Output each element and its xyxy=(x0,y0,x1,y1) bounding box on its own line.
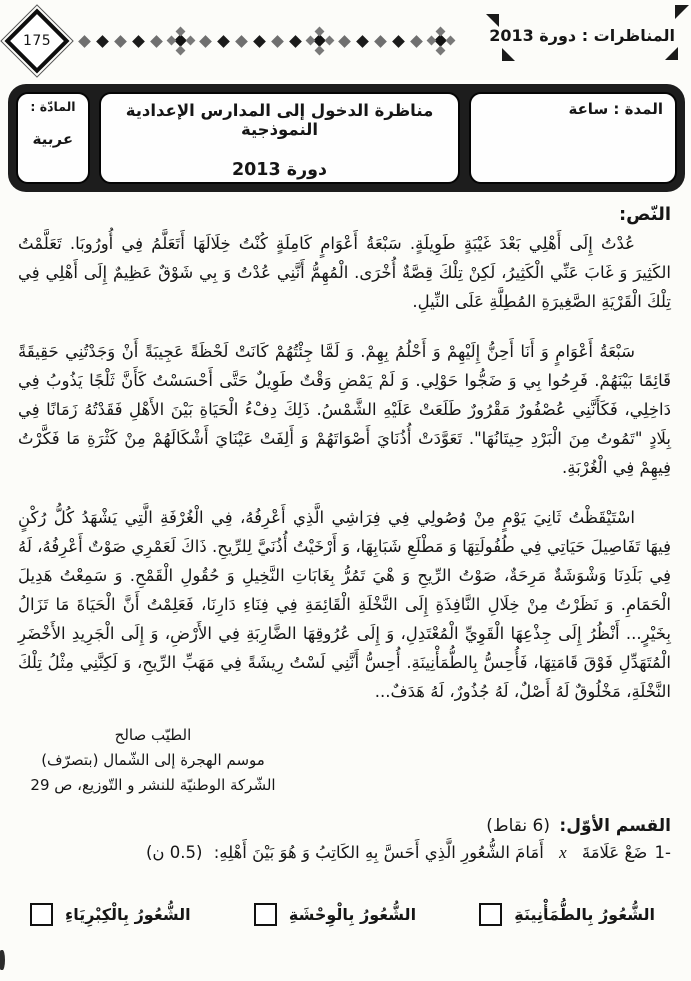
diamond-icon xyxy=(96,35,109,48)
x-mark: x xyxy=(559,843,567,862)
option-label: الشُّعُورُ بِالطُّمَأْنِينَةِ xyxy=(514,905,655,924)
author-name: الطيّب صالح xyxy=(114,726,192,744)
question-1-options xyxy=(30,903,655,926)
diamond-ornament-row xyxy=(80,26,488,56)
subject-label: المادّة : xyxy=(30,99,76,114)
exam-title: مناظرة الدخول إلى المدارس الإعدادية النموذجية xyxy=(125,101,434,139)
text-heading: النّص: xyxy=(618,204,671,225)
corner-mark-icon xyxy=(502,48,515,61)
diamond-icon xyxy=(217,35,230,48)
diamond-icon xyxy=(356,35,369,48)
diamond-icon xyxy=(132,35,145,48)
checkbox[interactable] xyxy=(30,903,53,926)
checkbox[interactable] xyxy=(254,903,277,926)
diamond-icon xyxy=(150,35,163,48)
exam-title-box xyxy=(99,92,460,184)
paragraph-1: عُدْتُ إِلَى أَهْلِي بَعْدَ غَيْبَةٍ طَوِيلَةٍ. سَبْعَةُ أَعْوَامٍ كَامِلَةٍ كُنْتُ خِلَالَهَا أَتَعَلَّمُ فِي أُورُوبَا. تَعَلَّمْتُ الكَثِيرَ وَ غَابَ عَنِّي الْكَثِيرُ، لَكِنْ تِلْكَ قِصَّةٌ أُخْرَى. الْمُهِمُّ أَنَّنِي عُدْتُ وَ بِي شَوْقٌ عَظِيمٌ إِلَى أَهْلِي فِي تِلْكَ الْقَرْيَةِ الصَّغِيرَةِ المُطِلَّةِ عَلَى النِّيلِ. xyxy=(18,234,671,311)
page-number-badge xyxy=(4,8,69,73)
section-one-heading xyxy=(18,816,671,836)
diamond-icon xyxy=(338,35,351,48)
option-loneliness xyxy=(254,903,416,926)
section-one-title: القسم الأوّل: xyxy=(559,816,671,836)
publisher-line: الشّركة الوطنيّة للنشر و التّوزيع، ص 29 xyxy=(30,776,276,794)
attribution-block xyxy=(18,723,671,798)
subject-box xyxy=(16,92,90,184)
diamond-icon xyxy=(392,35,405,48)
page-header-strip xyxy=(0,2,691,80)
section-one xyxy=(18,816,671,863)
diamond-icon xyxy=(78,35,91,48)
option-pride xyxy=(30,903,191,926)
diamond-icon xyxy=(114,35,127,48)
scan-artifact xyxy=(0,950,5,970)
option-tranquility xyxy=(479,903,655,926)
question-1 xyxy=(18,843,671,863)
checkbox[interactable] xyxy=(479,903,502,926)
diamond-cluster-icon xyxy=(170,30,192,52)
corner-mark-icon xyxy=(486,14,499,27)
section-one-points: (6 نقاط) xyxy=(486,816,550,836)
paragraph-2: سَبْعَةُ أَعْوَامٍ وَ أَنَا أَحِنُّ إِلَيْهِمْ وَ أَحْلُمُ بِهِمْ. وَ لَمَّا جِئْتُهُمْ كَانَتْ لَحْظَةً عَجِيبَةً أَنْ وَجَدْتُنِي حَقِيقَةً قَائِمًا بَيْنَهُمْ. فَرِحُوا بِي وَ ضَجُّوا حَوْلِي. وَ لَمْ يَمْضِ وَقْتٌ طَوِيلٌ حَتَّى أَحْسَسْتُ كَأَنَّ ثَلْجًا يَذُوبُ فِي دَاخِلِي، فَكَأَنَّنِي عُصْفُورٌ مَقْرُورٌ طَلَعَتْ عَلَيْهِ الشَّمْسُ. ذَلِكَ دِفْءُ الْحَيَاةِ بَيْنَ الأَهْلِ فَقَدْتُهُ زَمَانًا فِي بِلَادٍ "تَمُوتُ مِنَ الْبَرْدِ حِيتَانُهَا". تَعَوَّدَتْ أُذُنَايَ أَصْوَاتَهُمْ وَ أَلِفَتْ عَيْنَايَ أَشْكَالَهُمْ مِنْ كَثْرَةِ مَا فَكَّرْتُ فِيهِمْ فِي الْغُرْبَةِ. xyxy=(18,342,671,477)
duration-box xyxy=(469,92,677,184)
option-label: الشُّعُورُ بِالْوِحْشَةِ xyxy=(288,905,417,924)
diamond-cluster-icon xyxy=(309,30,331,52)
exam-session-header: المناظرات : دورة 2013 xyxy=(489,26,675,45)
diamond-icon xyxy=(271,35,284,48)
page-number: 175 xyxy=(22,32,52,49)
diamond-icon xyxy=(253,35,266,48)
question-1-text-after: أَمَامَ الشُّعُورِ الَّذِي أَحَسَّ بِهِ الكَاتِبُ وَ هُوَ بَيْنَ أَهْلِهِ: xyxy=(213,843,544,862)
corner-mark-icon xyxy=(665,47,678,60)
diamond-icon xyxy=(235,35,248,48)
paragraph-3: اسْتَيْقَظْتُ ثَانِيَ يَوْمٍ مِنْ وُصُولِي فِي فِرَاشِي الَّذِي أَعْرِفُهُ، فِي الْغُرْفَةِ الَّتِي يَشْهَدُ كُلُّ رُكْنٍ فِيهَا تَفَاصِيلَ حَيَاتِي فِي طُفُولَتِهَا وَ مَطْلَعِ شَبَابِهَا، وَ أَرْخَيْتُ أُذُنَيَّ لِلرِّيحِ. ذَاكَ لَعَمْرِي صَوْتٌ أَعْرِفُهُ، لَهُ فِي بَلَدِنَا وَشْوَشَةٌ مَرِحَةٌ، صَوْتُ الرِّيحِ وَ هْيَ تَمُرُّ بِغَابَاتِ النَّخِيلِ وَ حُقُولِ الْقَمْحِ. وَ سَمِعْتُ هَدِيلَ الْحَمَامِ. وَ نَظَرْتُ مِنْ خِلَالِ النَّافِذَةِ إِلَى النَّخْلَةِ الْقَائِمَةِ فِي فِنَاءِ دَارِنَا، فَعَلِمْتُ أَنَّ الْحَيَاةَ مَا تَزَالُ بِخَيْرٍ... أَنْظُرُ إِلَى جِذْعِهَا الْقَوِيِّ الْمُعْتَدِلِ، وَ إِلَى عُرُوقِهَا الضَّارِبَةِ فِي الأَرْضِ، وَ إِلَى الْجَرِيدِ الأَخْضَرِ الْمُتَهَدِّلِ فَوْقَ قَامَتِهَا، فَأُحِسُّ بِالطُّمَأْنِينَةِ. أُحِسُّ أَنَّنِي لَسْتُ رِيشَةً فِي مَهَبِّ الرِّيحِ، وَ لَكِنَّنِي مِثْلُ تِلْكَ النَّخْلَةِ، مَخْلُوقٌ لَهُ أَصْلٌ، لَهُ جُذُورٌ، لَهُ هَدَفٌ... xyxy=(18,508,671,701)
question-1-text-before: ضَعْ عَلَامَةَ xyxy=(581,843,648,862)
diamond-icon xyxy=(374,35,387,48)
diamond-icon xyxy=(410,35,423,48)
work-title: موسم الهجرة إلى الشّمال (بتصرّف) xyxy=(41,751,265,769)
exam-header-band xyxy=(8,84,685,192)
exam-session: دورة 2013 xyxy=(231,160,328,180)
question-1-points: (0.5 ن) xyxy=(145,843,203,862)
diamond-cluster-icon xyxy=(430,30,452,52)
diamond-icon xyxy=(289,35,302,48)
duration-label: المدة : ساعة xyxy=(568,100,663,118)
option-label: الشُّعُورُ بِالْكِبْرِيَاءِ xyxy=(65,905,191,924)
diamond-icon xyxy=(199,35,212,48)
question-1-number: 1- xyxy=(654,843,671,862)
corner-mark-icon xyxy=(675,5,689,19)
subject-value: عربية xyxy=(31,130,75,148)
reading-text-section xyxy=(18,204,671,798)
